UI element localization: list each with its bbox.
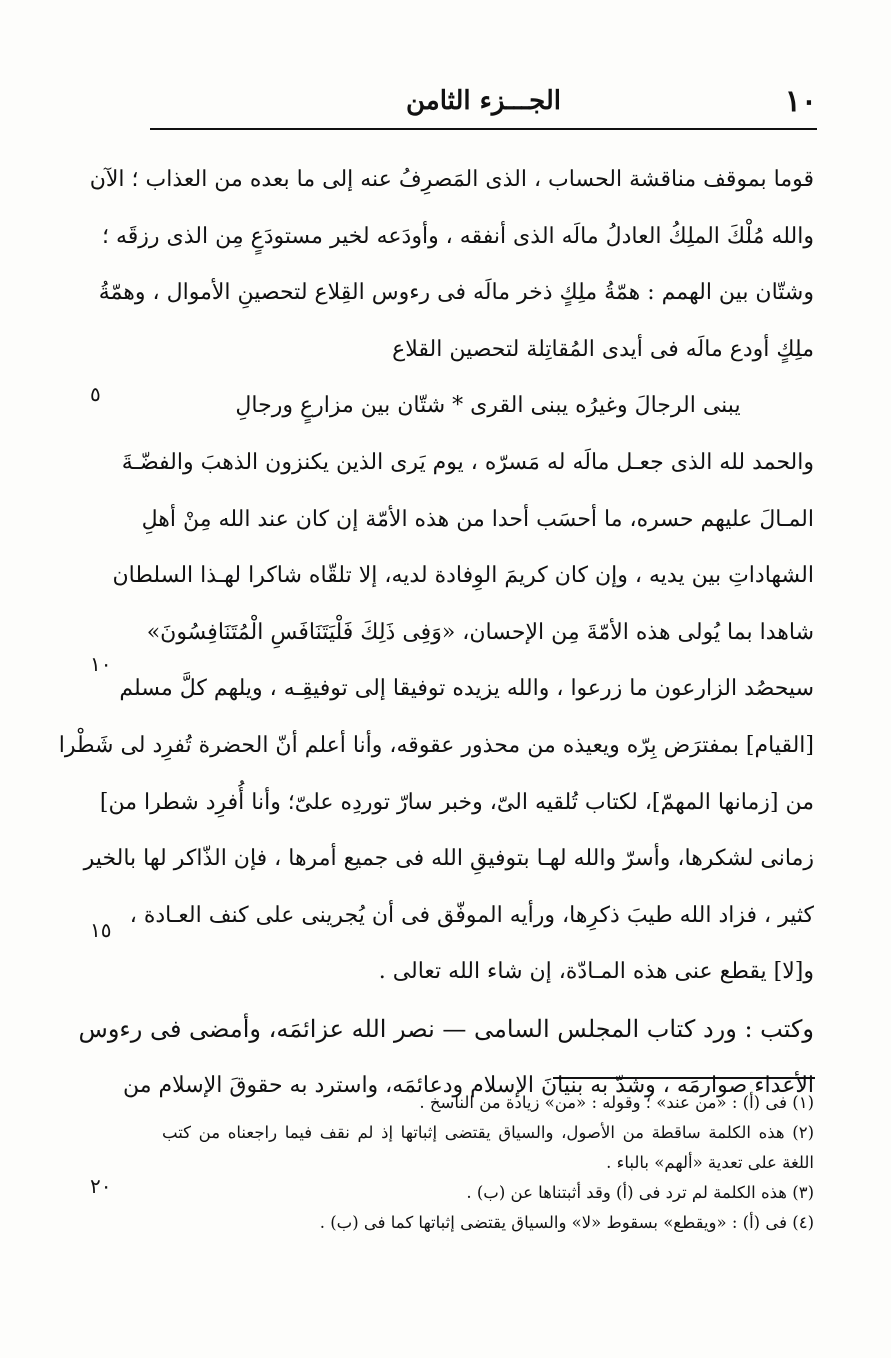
line-number-5: ٥ xyxy=(90,382,101,406)
text-line: الشهاداتِ بين يديه ، وإن كان كريمَ الوِفادة لديه، إلا تلقّاه شاكرا لهـذا السلطان xyxy=(112,563,814,589)
text-line: والله مُلْكَ الملِكُ العادلُ مالَه الذى أنفقه ، وأودَعه لخير مستودَعٍ مِن الذى رزقَه ؛ xyxy=(101,223,814,249)
text-line: وشتّان بين الهمم : همّةُ ملِكٍ ذخر مالَه فى رءوس القِلاع لتحصينِ الأموال ، وهمّةُ xyxy=(98,280,814,306)
text-line: قوما بموقف مناقشة الحساب ، الذى المَصرِفُ عنه إلى ما بعده من العذاب ؛ الآن xyxy=(89,167,814,192)
text-line: من [زمانها المهمّ]، لكتاب تُلقيه الىّ، وخبر سارّ توردِه علىّ؛ وأنا أُفرِد شطرا من] xyxy=(99,789,814,815)
line-number-15: ١٥ xyxy=(90,918,112,942)
footnote: (٤) فى (أ) : «ويقطع» بسقوط «لا» والسياق يقتضى إثباتها كما فى (ب) . xyxy=(319,1213,814,1232)
line-number-10: ١٠ xyxy=(90,652,112,676)
footnote: (٣) هذه الكلمة لم ترد فى (أ) وقد أثبتناها عن (ب) . xyxy=(466,1183,814,1202)
running-title: الجـــزء الثامن xyxy=(405,86,562,116)
page-number: ١٠ xyxy=(784,84,817,119)
line-number-20: ٢٠ xyxy=(90,1174,112,1198)
footnote: (٢) هذه الكلمة ساقطة من الأصول، والسياق يقتضى إثباتها إذ لم نقف فيما راجعناه من كتب xyxy=(162,1123,814,1142)
footnotes xyxy=(162,1088,814,1238)
page-header xyxy=(150,80,817,130)
text-line: ملِكٍ أودع مالَه فى أيدى المُقاتِلة لتحصين القلاع xyxy=(392,336,814,362)
footnote: (١) فى (أ) : «من عند» ؛ وقوله : «من» زيادة من الناسخ . xyxy=(419,1093,814,1112)
text-line: شاهدا بما يُولى هذه الأمّةَ مِن الإحسان، «وَفِى ذَلِكَ فَلْيَتَنَافَسِ الْمُتَنَافِسُونَ» xyxy=(146,619,814,645)
footnote-continuation: اللغة على تعدية «ألهم» بالباء . xyxy=(606,1153,814,1172)
text-line: زمانى لشكرها، وأسرّ والله لهـا بتوفيقِ الله فى جميع أمرها ، فإن الذّاكر لها بالخير xyxy=(83,846,814,872)
section-start-line: وكتب : ورد كتاب المجلس السامى — نصر الله عزائمَه، وأمضى فى رءوس xyxy=(78,1014,814,1043)
footnote-rule xyxy=(553,1077,815,1079)
text-line: الأعداء صوارمَه ، وشدّ به بنيانَ الإسلام ودعائمَه، واسترد به حقوقَ الإسلام من xyxy=(123,1072,814,1098)
text-line: و[لا] يقطع عنى هذه المـادّة، إن شاء الله تعالى . xyxy=(378,959,814,985)
text-line: المـالَ عليهم حسره، ما أحسَب أحدا من هذه الأمّة إن كان عند الله مِنْ أهلِ xyxy=(141,506,814,532)
text-line: والحمد لله الذى جعـل مالَه له مَسرّه ، يوم يَرى الذين يكنزون الذهبَ والفضّـةَ xyxy=(121,449,814,475)
verse-line: يبنى الرجالَ وغيرُه يبنى القرى * شتّان بين مزارعٍ ورجالِ xyxy=(235,393,741,419)
text-line: سيحصُد الزارعون ما زرعوا ، والله يزيده توفيقا إلى توفيقِـه ، ويلهم كلَّ مسلم xyxy=(119,676,814,702)
text-line: [القيام] بمفترَض بِرّه ويعيذه من محذور عقوقه، وأنا أعلم أنّ الحضرة تُفرِد لى شَطْرا xyxy=(58,732,814,758)
text-line: كثير ، فزاد الله طيبَ ذكرِها، ورأيه الموفّق فى أن يُجرينى على كنف العـادة ، xyxy=(129,902,814,928)
